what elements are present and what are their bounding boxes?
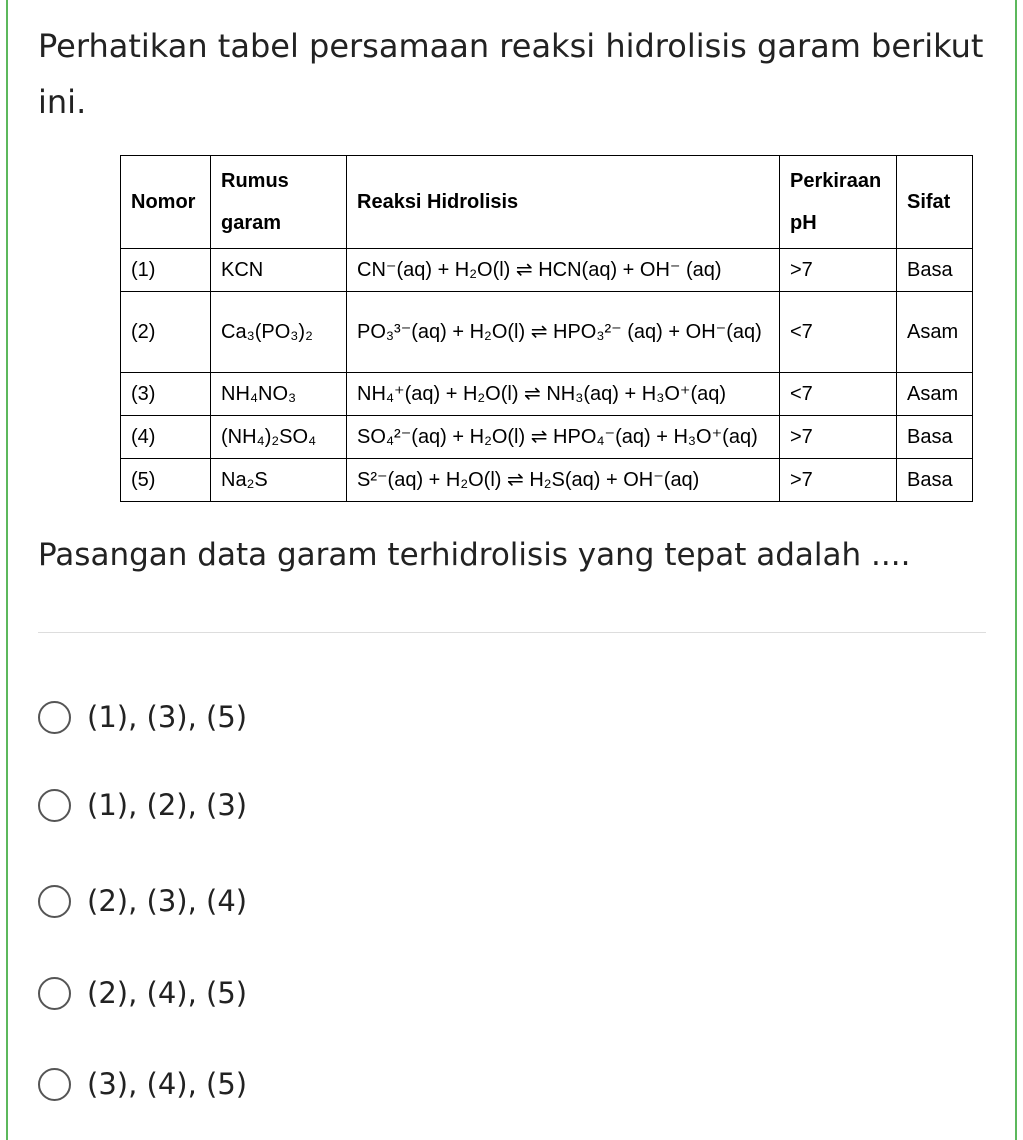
table-row (121, 249, 973, 292)
radio-button[interactable] (38, 1068, 71, 1101)
cell-rumus: Na₂S (211, 459, 347, 502)
cell-rumus: (NH₄)₂SO₄ (211, 416, 347, 459)
cell-sifat: Asam (897, 292, 973, 373)
header-perkiraan-ph: Perkiraan pH (780, 156, 897, 249)
cell-rumus: Ca₃(PO₃)₂ (211, 292, 347, 373)
cell-ph: >7 (780, 416, 897, 459)
cell-sifat: Basa (897, 416, 973, 459)
answer-option-4[interactable] (38, 969, 247, 1017)
cell-nomor: (5) (121, 459, 211, 502)
cell-reaksi: S²⁻(aq) + H₂O(l) ⇌ H₂S(aq) + OH⁻(aq) (347, 459, 780, 502)
cell-reaksi: SO₄²⁻(aq) + H₂O(l) ⇌ HPO₄⁻(aq) + H₃O⁺(aq) (347, 416, 780, 459)
answer-option-5[interactable] (38, 1060, 247, 1108)
cell-sifat: Asam (897, 373, 973, 416)
table-row (121, 416, 973, 459)
header-reaksi-hidrolisis: Reaksi Hidrolisis (347, 156, 780, 249)
option-label: (1), (3), (5) (87, 700, 248, 734)
cell-ph: <7 (780, 292, 897, 373)
cell-reaksi: NH₄⁺(aq) + H₂O(l) ⇌ NH₃(aq) + H₃O⁺(aq) (347, 373, 780, 416)
option-label: (2), (4), (5) (87, 976, 248, 1010)
table-header-row (121, 156, 973, 249)
radio-button[interactable] (38, 789, 71, 822)
option-label: (2), (3), (4) (87, 884, 248, 918)
cell-sifat: Basa (897, 249, 973, 292)
divider (38, 632, 986, 633)
question-prompt: Pasangan data garam terhidrolisis yang tepat adalah .... (38, 537, 911, 573)
table-row (121, 459, 973, 502)
table-row (121, 292, 973, 373)
radio-button[interactable] (38, 885, 71, 918)
table-row (121, 373, 973, 416)
frame-border-left (6, 0, 8, 1140)
cell-sifat: Basa (897, 459, 973, 502)
cell-nomor: (4) (121, 416, 211, 459)
cell-rumus: NH₄NO₃ (211, 373, 347, 416)
option-label: (1), (2), (3) (87, 788, 248, 822)
answer-option-2[interactable] (38, 781, 247, 829)
cell-nomor: (3) (121, 373, 211, 416)
cell-ph: >7 (780, 249, 897, 292)
answer-option-3[interactable] (38, 877, 247, 925)
cell-reaksi: CN⁻(aq) + H₂O(l) ⇌ HCN(aq) + OH⁻ (aq) (347, 249, 780, 292)
answer-option-1[interactable] (38, 693, 247, 741)
radio-button[interactable] (38, 977, 71, 1010)
question-text: Perhatikan tabel persamaan reaksi hidrolisis garam berikut ini. (38, 27, 984, 121)
hydrolysis-table (120, 155, 973, 502)
frame-border-right (1015, 0, 1017, 1140)
option-label: (3), (4), (5) (87, 1067, 248, 1101)
cell-rumus: KCN (211, 249, 347, 292)
cell-ph: >7 (780, 459, 897, 502)
cell-ph: <7 (780, 373, 897, 416)
cell-nomor: (1) (121, 249, 211, 292)
cell-reaksi: PO₃³⁻(aq) + H₂O(l) ⇌ HPO₃²⁻ (aq) + OH⁻(aq) (347, 292, 780, 373)
header-sifat: Sifat (897, 156, 973, 249)
header-rumus-garam: Rumus garam (211, 156, 347, 249)
header-nomor: Nomor (121, 156, 211, 249)
cell-nomor: (2) (121, 292, 211, 373)
radio-button[interactable] (38, 701, 71, 734)
